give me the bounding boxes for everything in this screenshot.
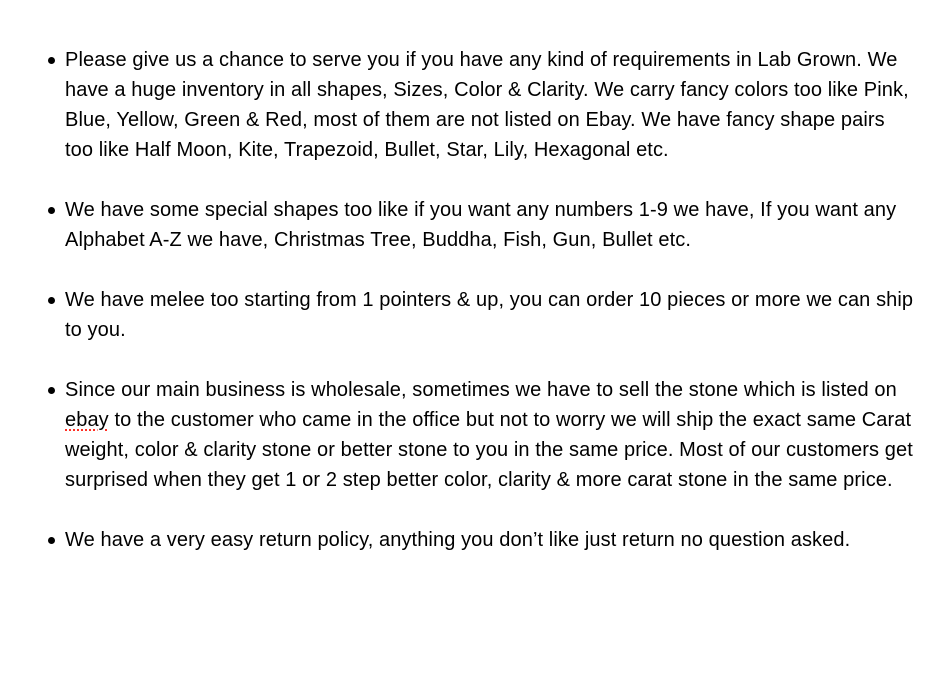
bullet-text-special-shapes: We have some special shapes too like if you want any numbers 1-9 we have, If you want any Alphabet A-Z we have, Christmas Tree, Buddha, Fish, Gun, Bullet etc. <box>65 199 897 251</box>
list-item <box>65 195 917 255</box>
misspelled-word-ebay: ebay <box>65 409 109 431</box>
bullet-text-return-policy: We have a very easy return policy, anything you don’t like just return no question asked. <box>65 529 851 551</box>
list-item <box>65 285 917 345</box>
list-item <box>65 525 917 555</box>
bullet-text-wholesale-post: to the customer who came in the office but not to worry we will ship the exact same Carat weight, color & clarity stone or better stone to you in the same price. Most of our customers get surprised when they get 1 or 2 step better color, clarity & more carat stone in the same price. <box>65 409 913 491</box>
bullet-text-inventory: Please give us a chance to serve you if you have any kind of requirements in Lab Grown. We have a huge inventory in all shapes, Sizes, Color & Clarity. We carry fancy colors too like Pink, Blue, Yellow, Green & Red, most of them are not listed on Ebay. We have fancy shape pairs too like Half Moon, Kite, Trapezoid, Bullet, Star, Lily, Hexagonal etc. <box>65 49 909 161</box>
bullet-icon <box>48 207 55 214</box>
bullet-text-melee: We have melee too starting from 1 pointers & up, you can order 10 pieces or more we can ship to you. <box>65 289 914 341</box>
bullet-icon <box>48 387 55 394</box>
bullet-icon <box>48 537 55 544</box>
bullet-icon <box>48 57 55 64</box>
bullet-text-wholesale-pre: Since our main business is wholesale, sometimes we have to sell the stone which is listed on <box>65 379 897 401</box>
list-item <box>65 375 917 495</box>
list-item <box>65 45 917 165</box>
bullet-icon <box>48 297 55 304</box>
